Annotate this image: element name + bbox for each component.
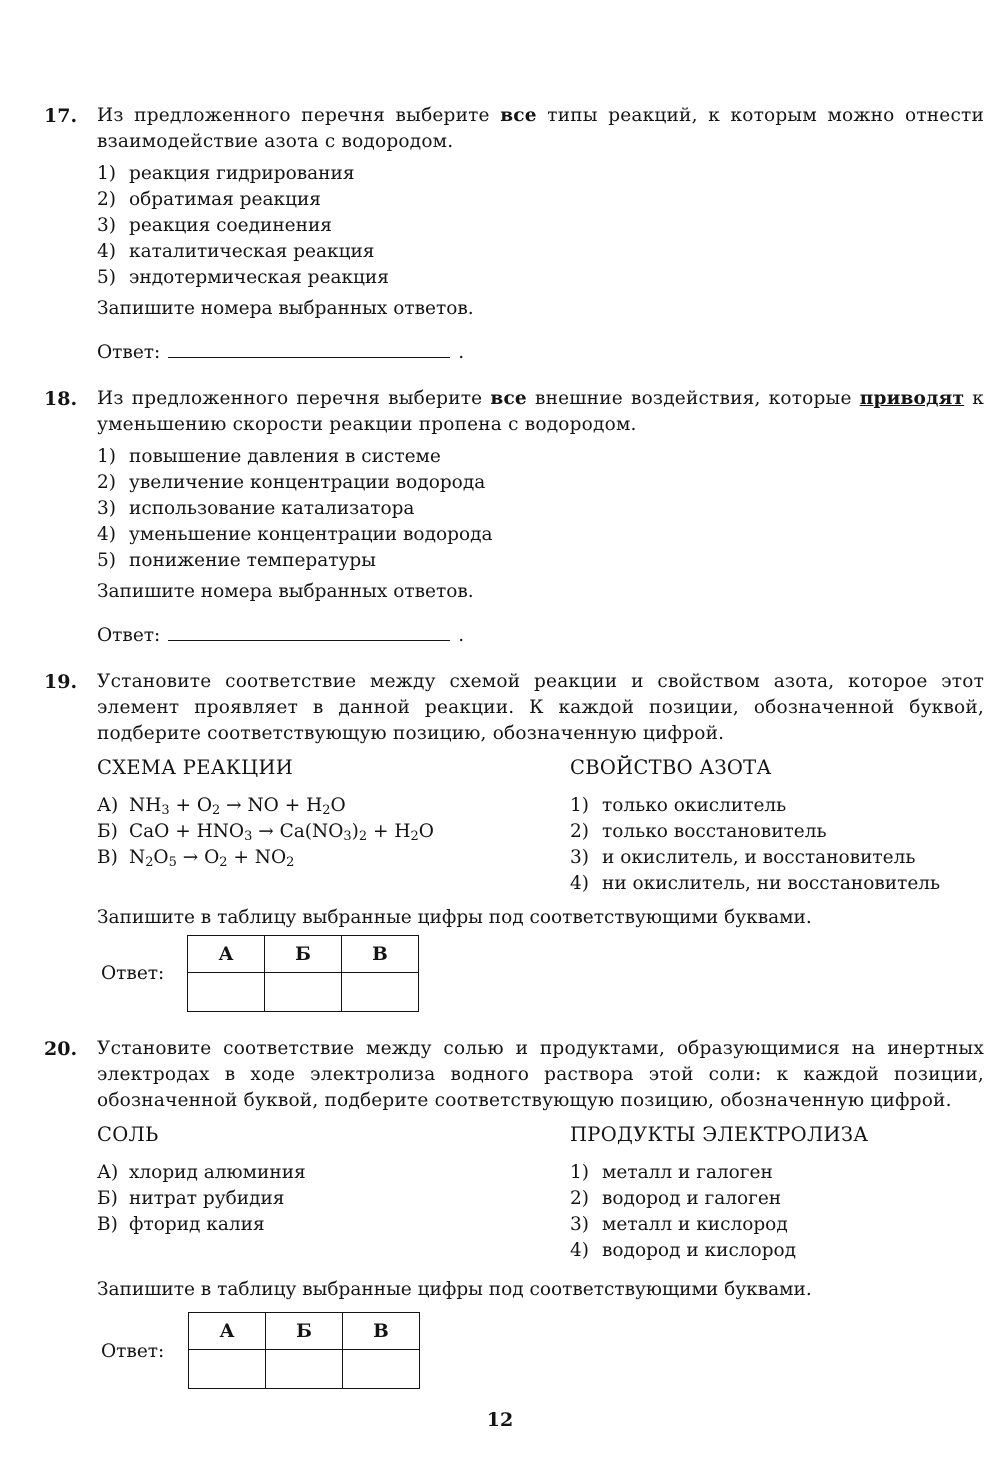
option-3: 3) использование катализатора <box>97 498 415 519</box>
salt-a: А) хлорид алюминия <box>97 1162 306 1183</box>
answer-label: Ответ: <box>97 342 161 363</box>
option-4: 4) каталитическая реакция <box>97 241 375 262</box>
answer-blank[interactable] <box>168 622 450 641</box>
column-b-header: Б <box>266 1313 343 1350</box>
right-column-heading: СВОЙСТВО АЗОТА <box>570 756 772 779</box>
answer-cell-b[interactable] <box>265 973 342 1012</box>
reaction-formula: $N_2O_5 \to O_2 + NO_2$ <box>129 847 295 870</box>
question-number: 19. <box>44 671 78 693</box>
product-3: 3) металл и кислород <box>570 1214 788 1235</box>
column-b-header: Б <box>265 936 342 973</box>
column-a-header: А <box>188 936 265 973</box>
column-v-header: В <box>342 936 419 973</box>
question-number: 17. <box>44 105 78 127</box>
option-2: 2) увеличение концентрации водорода <box>97 472 486 493</box>
product-4: 4) водород и кислород <box>570 1240 797 1261</box>
reaction-v: В) $N_2O_5 \to O_2 + NO_2$ <box>97 847 295 870</box>
answer-line: Ответ: . <box>97 622 464 649</box>
question-number: 18. <box>44 388 78 410</box>
answer-label: Ответ: <box>101 963 165 984</box>
option-2: 2) обратимая реакция <box>97 189 321 210</box>
answer-table <box>187 935 419 1012</box>
reaction-formula: $NH_3 + O_2$ → NO + $H_2O$ <box>129 795 346 818</box>
reaction-a: А) $NH_3 + O_2$ → NO + $H_2O$ <box>97 795 346 818</box>
property-2: 2) только восстановитель <box>570 821 827 842</box>
column-a-header: А <box>189 1313 266 1350</box>
answer-cell-a[interactable] <box>189 1350 266 1389</box>
option-4: 4) уменьшение концентрации водорода <box>97 524 493 545</box>
instruction: Запишите в таблицу выбранные цифры под соответствующими буквами. <box>97 1279 812 1300</box>
left-column-heading: СХЕМА РЕАКЦИИ <box>97 756 294 779</box>
answer-label: Ответ: <box>101 1341 165 1362</box>
option-5: 5) понижение температуры <box>97 550 376 571</box>
question-text: Из предложенного перечня выберите все типы реакций, к которым можно отнести взаимодействие азота с водородом. <box>97 105 984 152</box>
question-number: 20. <box>44 1038 78 1060</box>
column-v-header: В <box>343 1313 420 1350</box>
question-text: Из предложенного перечня выберите все внешние воздействия, которые приводят к уменьшению скорости реакции пропена с водородом. <box>97 388 984 435</box>
option-3: 3) реакция соединения <box>97 215 332 236</box>
question-text: Установите соответствие между солью и продуктами, образующимися на инертных электродах в ходе электролиза водного раствора этой соли: к каждой позиции, обозначенной буквой, подберите соответствующую позицию, обозначенную цифрой. <box>97 1038 984 1111</box>
answer-table <box>188 1312 420 1389</box>
option-1: 1) реакция гидрирования <box>97 163 355 184</box>
answer-cell-v[interactable] <box>343 1350 420 1389</box>
instruction: Запишите номера выбранных ответов. <box>97 298 474 319</box>
right-column-heading: ПРОДУКТЫ ЭЛЕКТРОЛИЗА <box>570 1123 869 1146</box>
property-3: 3) и окислитель, и восстановитель <box>570 847 916 868</box>
left-column-heading: СОЛЬ <box>97 1123 159 1146</box>
salt-b: Б) нитрат рубидия <box>97 1188 285 1209</box>
instruction: Запишите в таблицу выбранные цифры под соответствующими буквами. <box>97 907 812 928</box>
answer-label: Ответ: <box>97 625 161 646</box>
answer-cell-a[interactable] <box>188 973 265 1012</box>
property-1: 1) только окислитель <box>570 795 787 816</box>
reaction-b: Б) CaO + $HNO_3 \to Ca(NO_3)_2 + H_2O$ <box>97 821 434 844</box>
option-5: 5) эндотермическая реакция <box>97 267 389 288</box>
answer-cell-v[interactable] <box>342 973 419 1012</box>
page-number: 12 <box>486 1409 514 1431</box>
question-text: Установите соответствие между схемой реакции и свойством азота, которое этот элемент проявляет в данной реакции. К каждой позиции, обозначенной буквой, подберите соответствующую позицию, обозначенную цифрой. <box>97 671 984 744</box>
product-1: 1) металл и галоген <box>570 1162 773 1183</box>
instruction: Запишите номера выбранных ответов. <box>97 581 474 602</box>
property-4: 4) ни окислитель, ни восстановитель <box>570 873 941 894</box>
answer-cell-b[interactable] <box>266 1350 343 1389</box>
product-2: 2) водород и галоген <box>570 1188 782 1209</box>
answer-line: Ответ: . <box>97 339 464 366</box>
reaction-formula: CaO + $HNO_3 \to Ca(NO_3)_2 + H_2O$ <box>129 821 434 844</box>
salt-v: В) фторид калия <box>97 1214 265 1235</box>
option-1: 1) повышение давления в системе <box>97 446 441 467</box>
answer-blank[interactable] <box>168 339 450 358</box>
